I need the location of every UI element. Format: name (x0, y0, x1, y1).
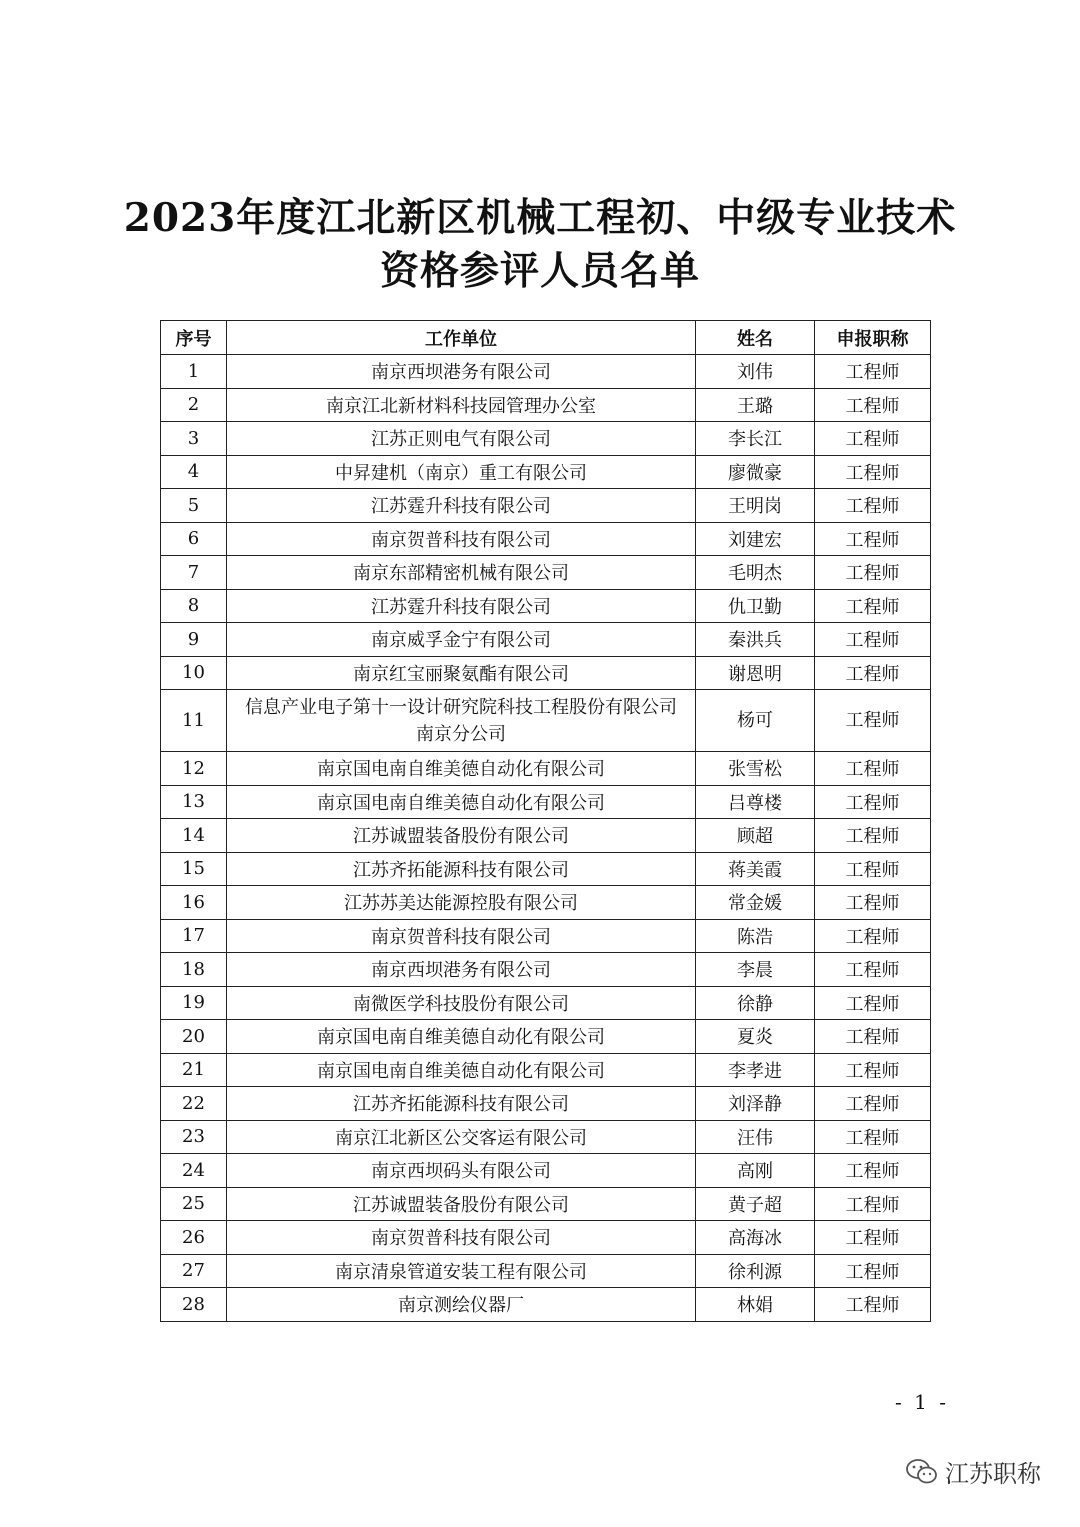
table-row (161, 690, 931, 752)
cell-index: 26 (161, 1221, 227, 1255)
cell-index: 21 (161, 1053, 227, 1087)
cell-unit: 江苏苏美达能源控股有限公司 (227, 886, 696, 920)
cell-name: 高刚 (696, 1154, 815, 1188)
cell-title: 工程师 (815, 1154, 931, 1188)
table-row (161, 886, 931, 920)
cell-unit: 南京江北新区公交客运有限公司 (227, 1120, 696, 1154)
cell-unit: 江苏齐拓能源科技有限公司 (227, 1087, 696, 1121)
cell-unit: 南京西坝港务有限公司 (227, 355, 696, 389)
cell-index: 19 (161, 986, 227, 1020)
watermark (905, 1454, 1041, 1489)
cell-unit: 南京国电南自维美德自动化有限公司 (227, 785, 696, 819)
cell-index: 7 (161, 556, 227, 590)
cell-index: 10 (161, 656, 227, 690)
cell-unit: 江苏霆升科技有限公司 (227, 589, 696, 623)
cell-index: 16 (161, 886, 227, 920)
cell-name: 夏炎 (696, 1020, 815, 1054)
cell-title: 工程师 (815, 1053, 931, 1087)
cell-title: 工程师 (815, 388, 931, 422)
cell-unit: 南京西坝港务有限公司 (227, 953, 696, 987)
cell-unit: 南京贺普科技有限公司 (227, 522, 696, 556)
cell-unit: 中昇建机（南京）重工有限公司 (227, 455, 696, 489)
header-index: 序号 (161, 321, 227, 355)
table-row (161, 455, 931, 489)
cell-unit: 南微医学科技股份有限公司 (227, 986, 696, 1020)
cell-title: 工程师 (815, 1254, 931, 1288)
cell-name: 李晨 (696, 953, 815, 987)
cell-unit: 南京西坝码头有限公司 (227, 1154, 696, 1188)
table-row (161, 656, 931, 690)
table-header-row (161, 321, 931, 355)
cell-name: 陈浩 (696, 919, 815, 953)
cell-unit: 南京清泉管道安装工程有限公司 (227, 1254, 696, 1288)
page-number: - 1 - (895, 1390, 949, 1414)
cell-index: 5 (161, 489, 227, 523)
cell-title: 工程师 (815, 1020, 931, 1054)
cell-title: 工程师 (815, 690, 931, 752)
document-title-line1: 2023年度江北新区机械工程初、中级专业技术 (123, 195, 957, 241)
cell-unit: 江苏诚盟装备股份有限公司 (227, 819, 696, 853)
cell-name: 顾超 (696, 819, 815, 853)
table-row (161, 422, 931, 456)
cell-title: 工程师 (815, 1221, 931, 1255)
table-row (161, 1020, 931, 1054)
cell-title: 工程师 (815, 556, 931, 590)
cell-title: 工程师 (815, 623, 931, 657)
cell-title: 工程师 (815, 919, 931, 953)
cell-title: 工程师 (815, 656, 931, 690)
cell-name: 刘泽静 (696, 1087, 815, 1121)
cell-unit: 南京测绘仪器厂 (227, 1288, 696, 1322)
cell-name: 蒋美霞 (696, 852, 815, 886)
cell-name: 黄子超 (696, 1187, 815, 1221)
table-row (161, 489, 931, 523)
cell-name: 林娟 (696, 1288, 815, 1322)
cell-name: 吕尊楼 (696, 785, 815, 819)
cell-index: 23 (161, 1120, 227, 1154)
cell-title: 工程师 (815, 422, 931, 456)
table-row (161, 388, 931, 422)
document-title-line2: 资格参评人员名单 (379, 248, 700, 294)
cell-index: 6 (161, 522, 227, 556)
cell-unit: 南京江北新材料科技园管理办公室 (227, 388, 696, 422)
table-row (161, 1154, 931, 1188)
header-title: 申报职称 (815, 321, 931, 355)
cell-unit: 江苏正则电气有限公司 (227, 422, 696, 456)
table-row (161, 785, 931, 819)
cell-name: 徐利源 (696, 1254, 815, 1288)
table-row (161, 589, 931, 623)
cell-index: 4 (161, 455, 227, 489)
cell-name: 谢恩明 (696, 656, 815, 690)
cell-unit: 南京国电南自维美德自动化有限公司 (227, 1053, 696, 1087)
table-row (161, 1120, 931, 1154)
table-row (161, 1053, 931, 1087)
cell-index: 2 (161, 388, 227, 422)
table-row (161, 1254, 931, 1288)
table-row (161, 1087, 931, 1121)
cell-name: 刘伟 (696, 355, 815, 389)
cell-title: 工程师 (815, 785, 931, 819)
cell-index: 17 (161, 919, 227, 953)
cell-name: 廖微豪 (696, 455, 815, 489)
cell-title: 工程师 (815, 1288, 931, 1322)
cell-index: 14 (161, 819, 227, 853)
cell-title: 工程师 (815, 986, 931, 1020)
cell-title: 工程师 (815, 886, 931, 920)
cell-index: 24 (161, 1154, 227, 1188)
table-row (161, 556, 931, 590)
cell-index: 28 (161, 1288, 227, 1322)
header-unit: 工作单位 (227, 321, 696, 355)
wechat-icon (905, 1458, 939, 1486)
cell-name: 刘建宏 (696, 522, 815, 556)
cell-unit: 南京贺普科技有限公司 (227, 919, 696, 953)
cell-unit: 南京威孚金宁有限公司 (227, 623, 696, 657)
table-row (161, 1187, 931, 1221)
roster-table (160, 320, 931, 1322)
cell-index: 8 (161, 589, 227, 623)
table-row (161, 953, 931, 987)
cell-title: 工程师 (815, 489, 931, 523)
cell-title: 工程师 (815, 852, 931, 886)
cell-name: 李长江 (696, 422, 815, 456)
cell-name: 王明岗 (696, 489, 815, 523)
cell-title: 工程师 (815, 589, 931, 623)
cell-index: 1 (161, 355, 227, 389)
cell-unit: 南京东部精密机械有限公司 (227, 556, 696, 590)
cell-index: 12 (161, 752, 227, 786)
table-row (161, 852, 931, 886)
table-row (161, 623, 931, 657)
cell-name: 杨可 (696, 690, 815, 752)
cell-unit-line2: 南京分公司 (416, 723, 506, 745)
table-row (161, 819, 931, 853)
cell-name: 仇卫勤 (696, 589, 815, 623)
cell-unit: 江苏霆升科技有限公司 (227, 489, 696, 523)
cell-unit: 江苏齐拓能源科技有限公司 (227, 852, 696, 886)
cell-name: 徐静 (696, 986, 815, 1020)
cell-name: 张雪松 (696, 752, 815, 786)
header-name: 姓名 (696, 321, 815, 355)
cell-unit: 江苏诚盟装备股份有限公司 (227, 1187, 696, 1221)
cell-index: 18 (161, 953, 227, 987)
cell-title: 工程师 (815, 819, 931, 853)
cell-index: 27 (161, 1254, 227, 1288)
cell-title: 工程师 (815, 1187, 931, 1221)
cell-title: 工程师 (815, 355, 931, 389)
table-row (161, 919, 931, 953)
cell-name: 毛明杰 (696, 556, 815, 590)
cell-title: 工程师 (815, 455, 931, 489)
cell-unit: 南京国电南自维美德自动化有限公司 (227, 752, 696, 786)
cell-title: 工程师 (815, 1120, 931, 1154)
cell-name: 王璐 (696, 388, 815, 422)
cell-index: 15 (161, 852, 227, 886)
cell-name: 常金媛 (696, 886, 815, 920)
cell-unit-line1: 信息产业电子第十一设计研究院科技工程股份有限公司 (245, 696, 677, 718)
cell-index: 13 (161, 785, 227, 819)
table-row (161, 522, 931, 556)
cell-index: 11 (161, 690, 227, 752)
cell-title: 工程师 (815, 752, 931, 786)
cell-index: 25 (161, 1187, 227, 1221)
cell-index: 22 (161, 1087, 227, 1121)
cell-name: 汪伟 (696, 1120, 815, 1154)
table-row (161, 752, 931, 786)
cell-index: 9 (161, 623, 227, 657)
cell-unit: 南京国电南自维美德自动化有限公司 (227, 1020, 696, 1054)
cell-unit: 南京贺普科技有限公司 (227, 1221, 696, 1255)
cell-title: 工程师 (815, 1087, 931, 1121)
watermark-text: 江苏职称 (945, 1460, 1041, 1488)
cell-name: 高海冰 (696, 1221, 815, 1255)
cell-name: 秦洪兵 (696, 623, 815, 657)
cell-name: 李孝进 (696, 1053, 815, 1087)
table-body (161, 355, 931, 1322)
cell-unit: 南京红宝丽聚氨酯有限公司 (227, 656, 696, 690)
cell-title: 工程师 (815, 953, 931, 987)
cell-index: 20 (161, 1020, 227, 1054)
table-row (161, 355, 931, 389)
table-row (161, 1221, 931, 1255)
cell-unit (227, 690, 696, 752)
table-row (161, 986, 931, 1020)
cell-title: 工程师 (815, 522, 931, 556)
table-row (161, 1288, 931, 1322)
cell-index: 3 (161, 422, 227, 456)
